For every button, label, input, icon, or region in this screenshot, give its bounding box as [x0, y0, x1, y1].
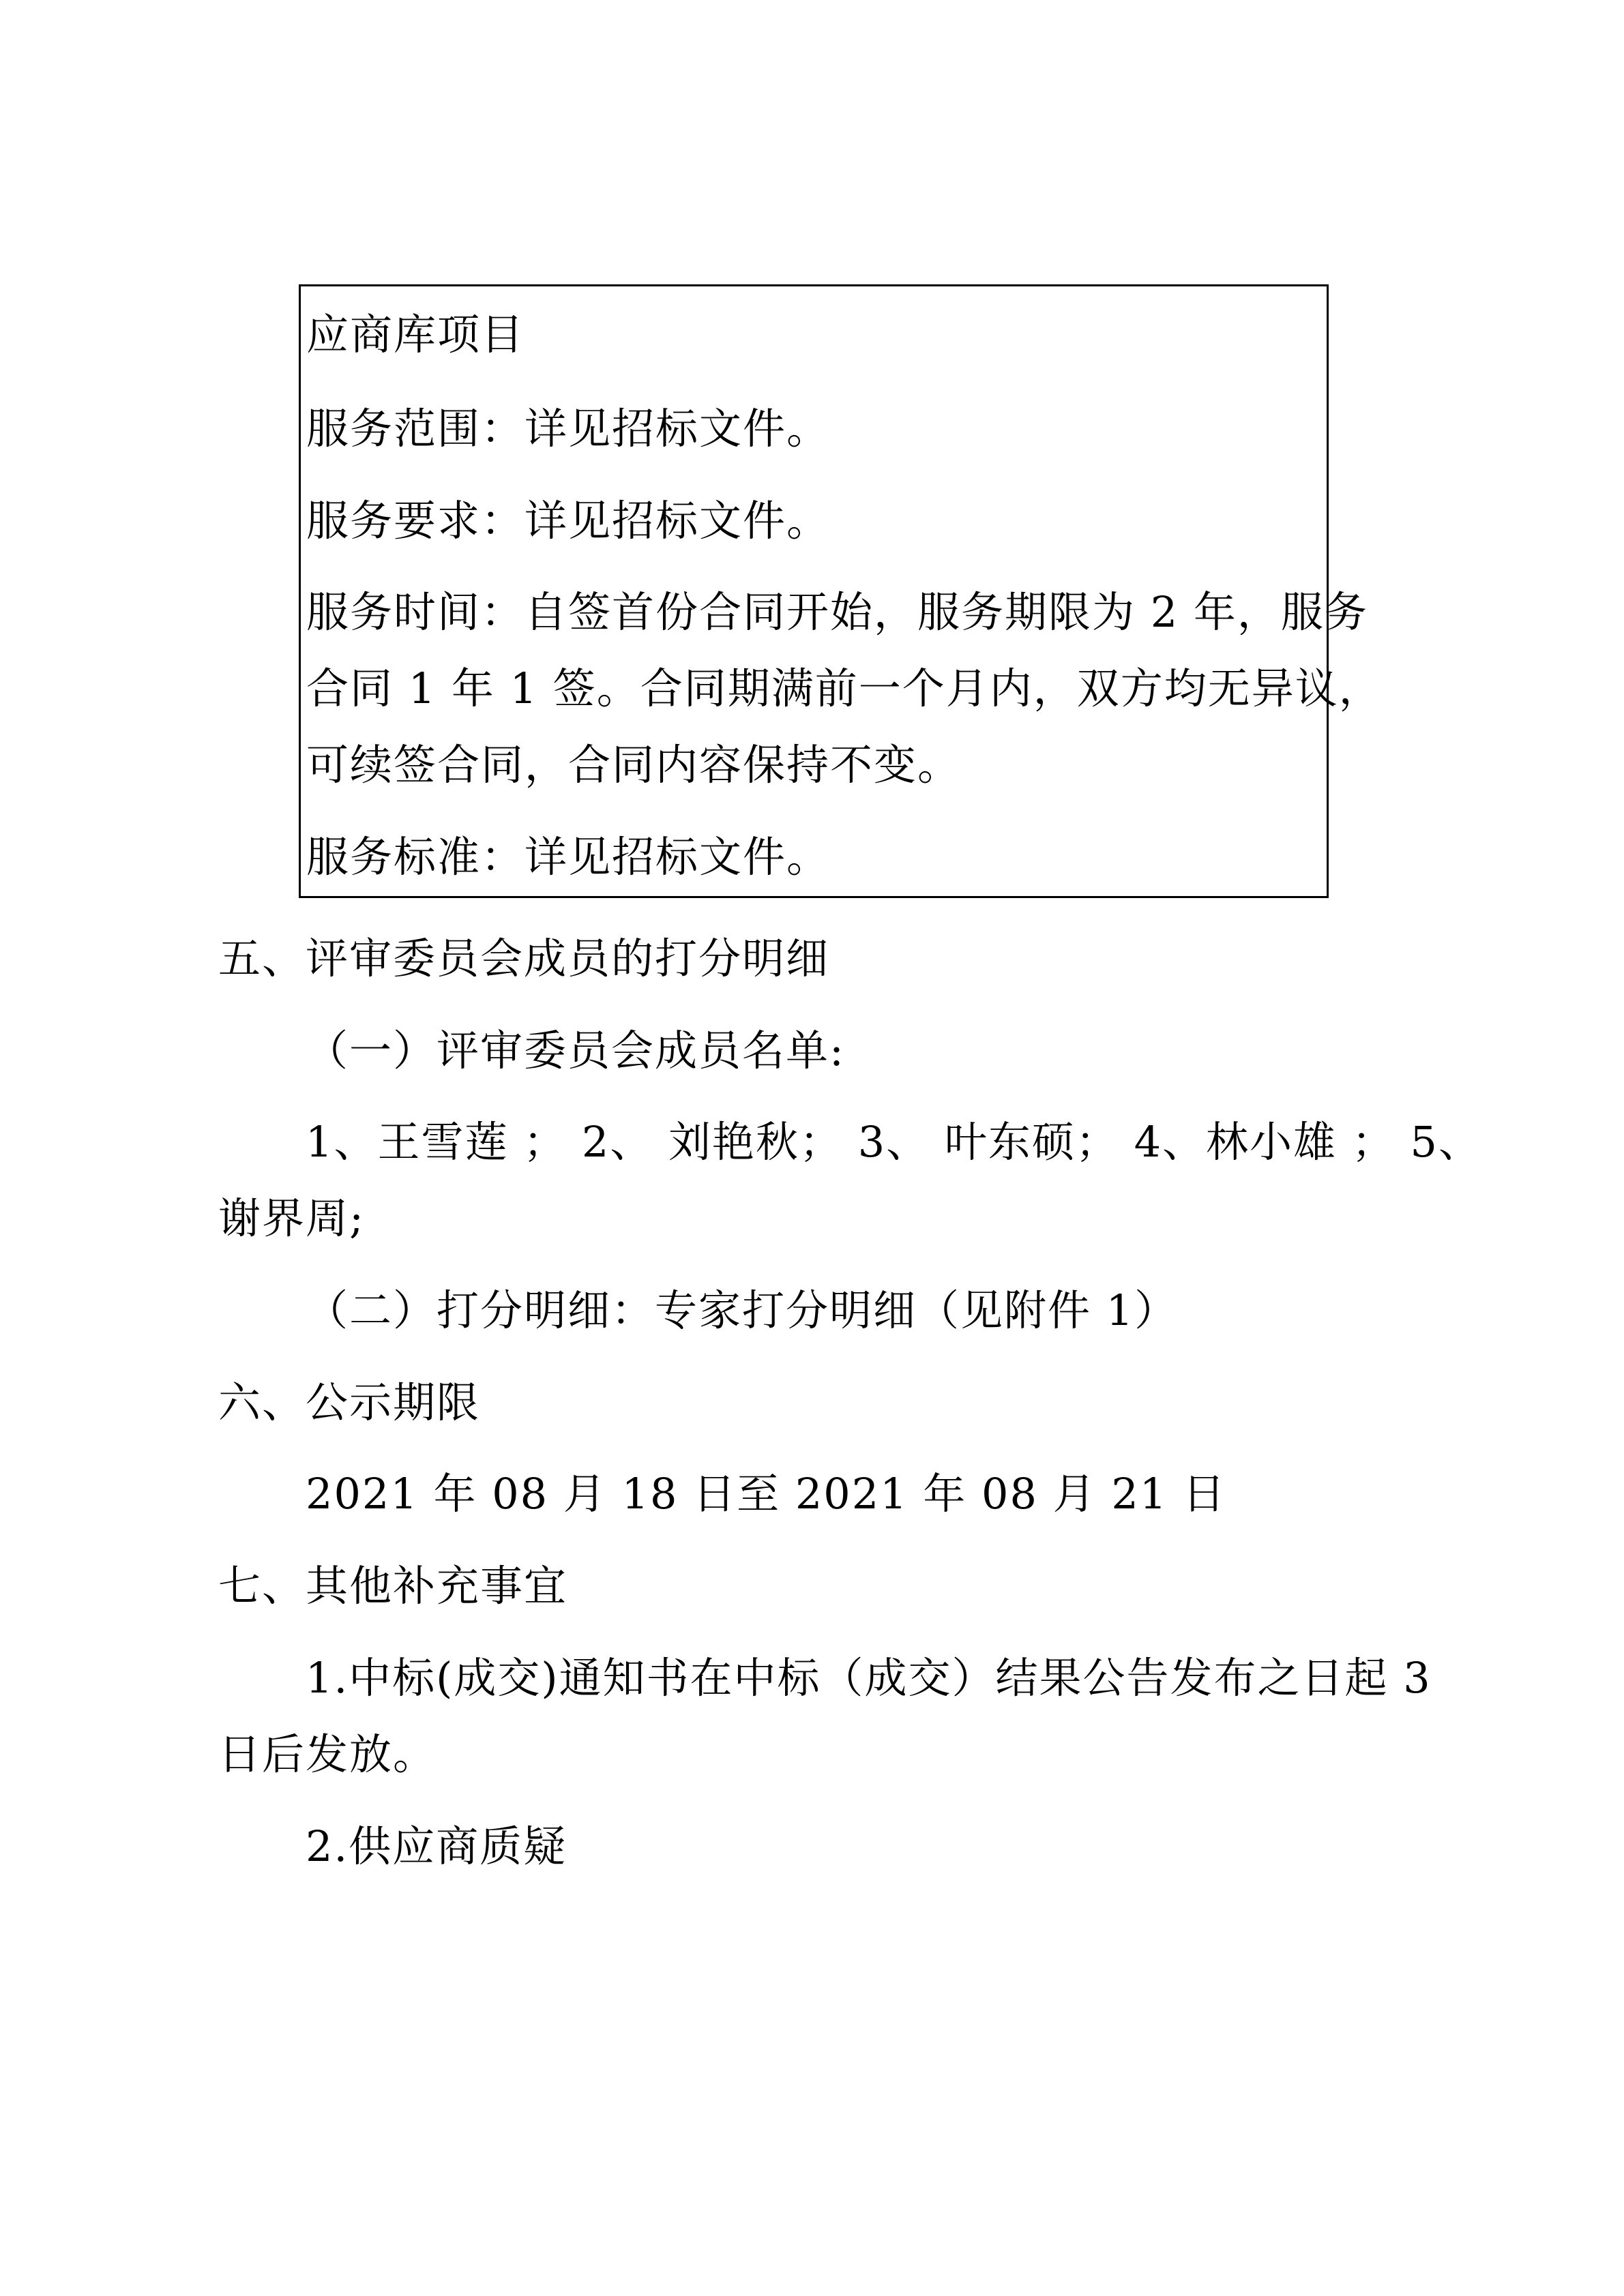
box-line-service-scope: 服务范围：详见招标文件。 [306, 404, 831, 453]
publicity-period: 2021 年 08 月 18 日至 2021 年 08 月 21 日 [306, 1469, 1226, 1519]
project-details-box [299, 284, 1383, 898]
notice-item-2: 2.供应商质疑 [306, 1821, 567, 1871]
committee-members-line-1: 1、王雪莲 ； 2、 刘艳秋； 3、 叶东硕； 4、林小雄 ； 5、 [306, 1117, 1482, 1167]
box-line-service-time-3: 可续签合同，合同内容保持不变。 [306, 740, 962, 790]
notice-item-1-line-1: 1.中标(成交)通知书在中标（成交）结果公告发布之日起 3 [306, 1653, 1432, 1703]
box-line-service-standard: 服务标准：详见招标文件。 [306, 832, 831, 882]
section-7-heading: 七、其他补充事宜 [218, 1561, 568, 1611]
section-5-heading: 五、评审委员会成员的打分明细 [218, 934, 830, 983]
notice-item-1-line-2: 日后发放。 [218, 1729, 437, 1779]
box-line-service-requirements: 服务要求：详见招标文件。 [306, 496, 831, 546]
section-6-heading: 六、公示期限 [218, 1377, 481, 1427]
box-line-service-time-2: 合同 1 年 1 签。合同期满前一个月内，双方均无异议， [306, 664, 1383, 713]
box-line-service-time-1: 服务时间：自签首份合同开始，服务期限为 2 年，服务 [306, 587, 1368, 637]
committee-members-line-2: 谢界周; [218, 1193, 365, 1243]
box-line-project-type: 应商库项目 [306, 310, 525, 359]
section-5-subheading-members: （一）评审委员会成员名单: [306, 1026, 845, 1075]
section-5-subheading-scoring: （二）打分明细：专家打分明细（见附件 1） [306, 1285, 1179, 1335]
